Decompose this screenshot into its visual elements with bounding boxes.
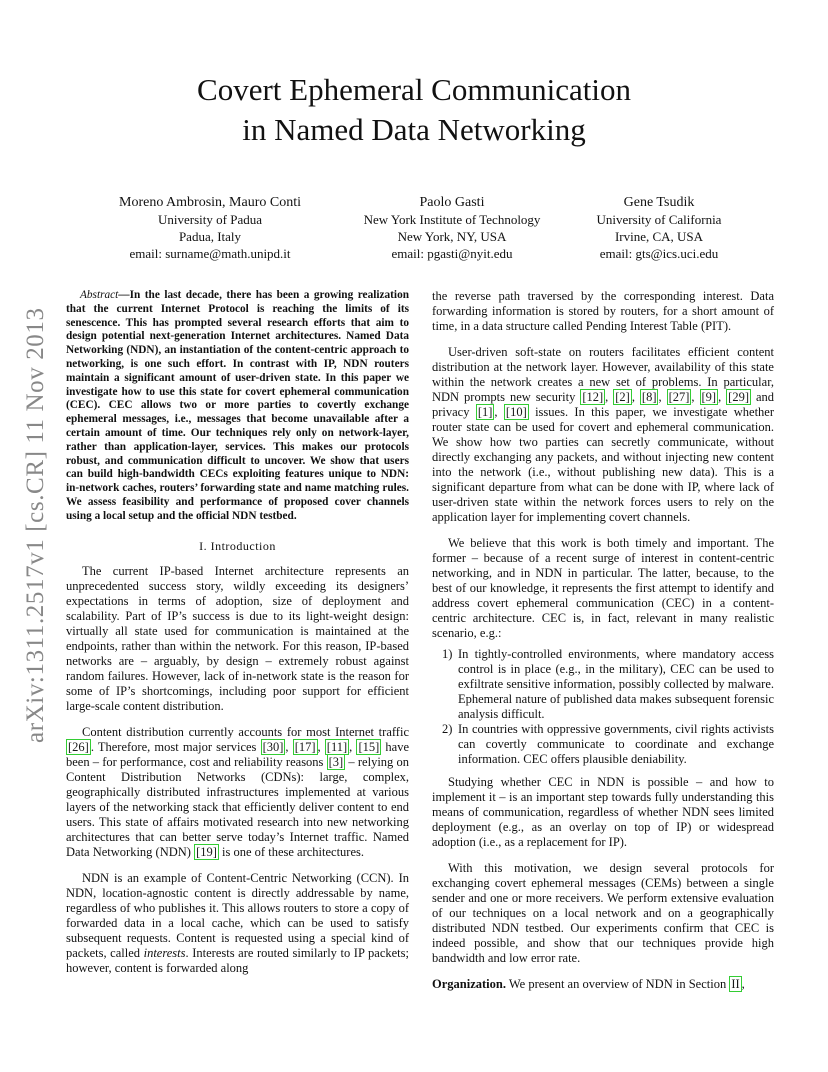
author-location: New York, NY, USA bbox=[397, 229, 507, 244]
list-item-text: In tightly-controlled environments, where mandatory access control is in place (e.g., in the military), CEC can be used to exfiltrate sensitive information, possibly collected by malware. Ephemeral nature of published data makes subsequent forensic analysis difficult. bbox=[458, 647, 774, 721]
right-column bbox=[432, 289, 774, 992]
text-run: and privacy bbox=[432, 390, 775, 419]
author-affiliation: New York Institute of Technology bbox=[363, 212, 541, 227]
title-line-2: in Named Data Networking bbox=[242, 112, 586, 147]
right-paragraph-2: User-driven soft-state on routers facilitates efficient content distribution at the network layer. However, availability of this state within the network creates a new set of problems. In particular, NDN prompts new security [12] , [2] , [8] , [27] , [9] , [29] and privacy [1] , [10] issues. In this paper, we investigate whether router state can be used for covert and ephemeral communication. We show how two parties can secretly communicate, without directly exchanging any packets, and without injecting new content into the network (i.e., without publishing new data). This is a significant departure from what can be done with IP, where lack of user-driven state within the network forces users to rely on the application layer for implementing covert channels. bbox=[432, 345, 775, 524]
paper-title bbox=[0, 70, 828, 150]
text-run: , bbox=[718, 390, 727, 404]
abstract-label: Abstract bbox=[80, 289, 119, 301]
author-name: Paolo Gasti bbox=[419, 195, 485, 210]
intro-paragraph-2: Content distribution currently accounts for most Internet traffic [26] . Therefore, most major services [30] , [17] , [11] , [15] have been – for performance, cost and reliability reasons [3] – relying on Content Distribution Networks (CDNs): large, complex, geographically distributed infrastructures implemented at various layers of the networking stack that efficiently deliver content to end users. This state of affairs motivated research into new networking architectures that can better serve today’s Internet traffic. Named Data Networking (NDN) [19] is one of these architectures. bbox=[66, 724, 410, 859]
abstract-text: —In the last decade, there has been a growing realization that the current Internet Protocol is reaching the limits of its senescence. This has prompted several research efforts that aim to design potential next-generation Internet architectures. Named Data Networking (NDN), an instantiation of the content-centric approach to networking, is one such effort. In contrast with IP, NDN routers maintain a significant amount of user-driven state. In this paper we investigate how to use this state for covert ephemeral communication (CEC). CEC allows two or more parties to covertly exchange ephemeral messages, i.e., messages that become unavailable after a certain amount of time. Our techniques rely only on network-layer, rather than application-layer, services. This makes our protocols robust, and communication difficult to uncover. We show that users can build high-bandwidth CECs exploiting features unique to NDN: in-network caches, routers’ forwarding state and name matching rules. We assess feasibility and performance of proposed cover channels using a local setup and the official NDN testbed. bbox=[66, 289, 409, 522]
list-item-number: 2) bbox=[442, 722, 453, 736]
author-location: Irvine, CA, USA bbox=[614, 229, 704, 244]
text-run: . Interests are routed similarly to IP packets; however, content is forwarded along bbox=[66, 945, 409, 975]
list-item-text: In countries with oppressive governments, civil rights activists can covertly communicate to coordinate and exchange information. CEC offers plausible deniability. bbox=[458, 722, 774, 766]
citation-link[interactable]: [12] bbox=[582, 390, 604, 404]
author-block-1 bbox=[110, 194, 310, 262]
list-item bbox=[432, 647, 774, 722]
text-run: – relying on Content Distribution Networks (CDNs): large, complex, geographically distributed infrastructures implemented at various layers of the networking stack that efficiently deliver content to end users. This state of affairs motivated research into new networking architectures that can better serve today’s Internet traffic. Named Data Networking (NDN) bbox=[66, 754, 409, 859]
section-heading-introduction: I. Introduction bbox=[199, 538, 276, 553]
author-block-2 bbox=[342, 194, 562, 262]
text-run: issues. In this paper, we investigate whether router state can be used for covert and ephemeral communication. We show how two parties can secretly communicate, without directly exchanging any packets, and without injecting new content into the network (i.e., without publishing new data). This is a significant departure from what can be done with IP, where lack of user-driven state within the network forces users to rely on the application layer for implementing covert channels. bbox=[432, 405, 775, 524]
scenario-list bbox=[432, 647, 774, 767]
left-column bbox=[66, 289, 409, 976]
citation-link[interactable]: [8] bbox=[641, 390, 657, 404]
author-affiliation: University of California bbox=[596, 212, 722, 227]
citation-link[interactable]: [30] bbox=[262, 739, 284, 754]
right-paragraph-5: With this motivation, we design several protocols for exchanging covert ephemeral messages (CEMs) between a single sender and one or more receivers. We perform extensive evaluation of our techniques on a local network and on a geographically distributed NDN testbed. Our experiments confirm that CEC is indeed possible, and show that our techniques provide high bandwidth and low error rate. bbox=[432, 861, 774, 965]
intro-paragraph-3 bbox=[66, 871, 409, 976]
author-block-3 bbox=[584, 194, 734, 262]
citation-link[interactable]: [2] bbox=[615, 390, 630, 404]
author-location: Padua, Italy bbox=[178, 229, 242, 244]
author-email: email: pgasti@nyit.edu bbox=[391, 246, 513, 261]
text-run: , bbox=[741, 977, 745, 991]
text-run: , bbox=[285, 739, 293, 754]
abstract bbox=[66, 289, 409, 524]
text-run: . Therefore, most major services bbox=[90, 739, 261, 754]
organization-paragraph bbox=[432, 977, 774, 992]
author-name: Gene Tsudik bbox=[623, 195, 695, 210]
text-run: User-driven soft-state on routers facilitates efficient content distribution at the network layer. However, availability of this state within the network creates a new set of problems. In particular, NDN prompts new security bbox=[432, 345, 774, 404]
citation-link[interactable]: [9] bbox=[701, 390, 717, 404]
text-run: NDN is an example of Content-Centric Networking (CCN). In NDN, location-agnostic content is directly addressable by name, regardless of who publishes it. This allows routers to store a copy of forwarded data in a local cache, which can be used to satisfy subsequent requests. Content is requested using a special kind of packets, called bbox=[66, 870, 409, 960]
right-paragraph-3: We believe that this work is both timely and important. The former – because of a recent surge of interest in content-centric networking, and in NDN in particular. The latter, because, to the best of our knowledge, it represents the first attempt to identify and address covert ephemeral communication (CEC) in a content-centric architecture. CEC is, in fact, relevant in many realistic scenario, e.g.: bbox=[432, 536, 774, 640]
text-run: have been – for performance, cost and reliability reasons bbox=[66, 739, 410, 769]
citation-link[interactable]: [19] bbox=[196, 844, 217, 859]
citation-link[interactable]: [15] bbox=[358, 739, 380, 754]
title-line-1: Covert Ephemeral Communication bbox=[197, 72, 631, 107]
right-paragraph-1: the reverse path traversed by the corresponding interest. Data forwarding information is stored by routers, for a short amount of time, in a data structure called Pending Interest Table (PIT). bbox=[432, 289, 774, 333]
author-email: email: gts@ics.uci.edu bbox=[599, 246, 719, 261]
emphasis-text: interests bbox=[143, 945, 186, 960]
text-run: Content distribution currently accounts for most Internet traffic bbox=[82, 724, 409, 739]
list-item-number: 1) bbox=[442, 647, 453, 661]
citation-link[interactable]: [3] bbox=[328, 754, 344, 769]
arxiv-identifier: arXiv:1311.2517v1 [cs.CR] 11 Nov 2013 bbox=[22, 307, 49, 743]
section-reference-link[interactable]: II bbox=[731, 977, 740, 991]
citation-link[interactable]: [26] bbox=[68, 739, 89, 754]
citation-link[interactable]: [27] bbox=[668, 390, 690, 404]
citation-link[interactable]: [11] bbox=[326, 739, 348, 754]
author-email: email: surname@math.unipd.it bbox=[129, 246, 291, 261]
organization-label: Organization. bbox=[432, 977, 506, 991]
text-run: is one of these architectures. bbox=[218, 844, 365, 859]
text-run: , bbox=[317, 739, 325, 754]
list-item bbox=[432, 722, 774, 767]
author-affiliation: University of Padua bbox=[158, 212, 262, 227]
text-run: We present an overview of NDN in Section bbox=[505, 977, 730, 991]
citation-link[interactable]: [29] bbox=[728, 390, 749, 404]
author-name: Moreno Ambrosin, Mauro Conti bbox=[119, 195, 301, 210]
right-paragraph-4: Studying whether CEC in NDN is possible – and how to implement it – is an important step towards fully understanding this means of communication, regardless of whether NDN sees limited deployment (e.g., as an overlay on top of IP) or widespread adoption (i.e., as a replacement for IP). bbox=[432, 775, 774, 849]
intro-paragraph-1: The current IP-based Internet architecture represents an unprecedented success story, wildly exceeding its designers’ expectations in terms of adoption, size of deployment and scalability. Part of IP’s success is due to its light-weight design: virtually all state used for communication is maintained at the endpoints, rather than within the network. For this reason, IP-based networks are – arguably, by design – extremely robust against random failures. However, lack of in-network state is the reason for some of IP’s shortcomings, including poor support for efficient large-scale content distribution. bbox=[66, 563, 409, 713]
citation-link[interactable]: [1] bbox=[477, 405, 493, 419]
citation-link[interactable]: [10] bbox=[505, 405, 527, 419]
citation-link[interactable]: [17] bbox=[294, 739, 316, 754]
